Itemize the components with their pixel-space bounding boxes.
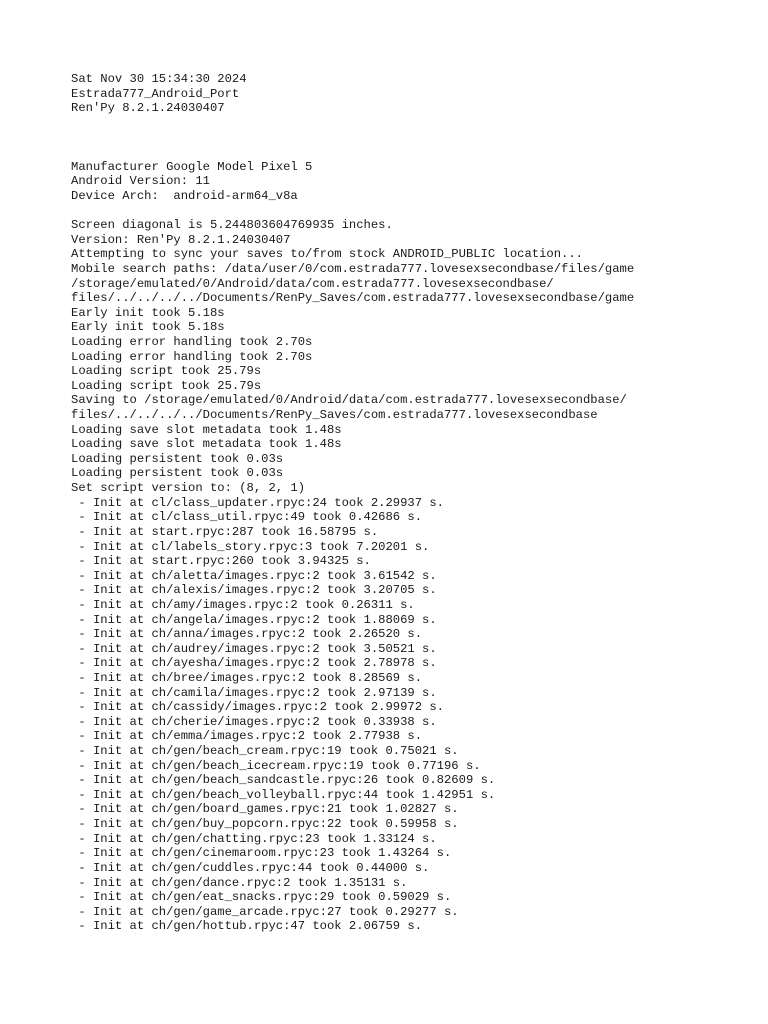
log-line: - Init at start.rpyc:260 took 3.94325 s. <box>71 554 371 569</box>
log-line: - Init at ch/gen/cinemaroom.rpyc:23 took 1.43264 s. <box>71 846 452 861</box>
log-line: Version: Ren'Py 8.2.1.24030407 <box>71 232 291 247</box>
log-line: Early init took 5.18s <box>71 305 225 320</box>
log-line: Early init took 5.18s <box>71 320 225 335</box>
log-line: - Init at ch/gen/beach_cream.rpyc:19 took 0.75021 s. <box>71 744 459 759</box>
log-line: Saving to /storage/emulated/0/Android/data/com.estrada777.lovesexsecondbase/ <box>71 393 627 408</box>
header-line: Sat Nov 30 15:34:30 2024 <box>71 72 247 86</box>
log-line: - Init at ch/gen/game_arcade.rpyc:27 took 0.29277 s. <box>71 904 459 919</box>
log-line: Screen diagonal is 5.244803604769935 inches. <box>71 218 393 233</box>
log-line: - Init at ch/gen/buy_popcorn.rpyc:22 took 0.59958 s. <box>71 817 459 832</box>
log-line: - Init at ch/gen/cuddles.rpyc:44 took 0.44000 s. <box>71 860 430 875</box>
log-line: - Init at ch/emma/images.rpyc:2 took 2.77938 s. <box>71 729 423 744</box>
log-line: Attempting to sync your saves to/from stock ANDROID_PUBLIC location... <box>71 247 583 262</box>
log-line: files/../../../../Documents/RenPy_Saves/com.estrada777.lovesexsecondbase/game <box>71 291 635 306</box>
log-line: - Init at ch/gen/beach_icecream.rpyc:19 took 0.77196 s. <box>71 758 481 773</box>
log-line: - Init at ch/ayesha/images.rpyc:2 took 2.78978 s. <box>71 656 437 671</box>
spacer <box>71 116 761 131</box>
device-line: Android Version: 11 <box>71 174 210 189</box>
device-line: Manufacturer Google Model Pixel 5 <box>71 159 313 174</box>
log-line: - Init at ch/bree/images.rpyc:2 took 8.28569 s. <box>71 670 423 685</box>
log-body <box>71 218 761 934</box>
log-document <box>71 72 761 934</box>
log-line: - Init at ch/gen/chatting.rpyc:23 took 1.33124 s. <box>71 831 437 846</box>
log-line: Loading persistent took 0.03s <box>71 466 284 481</box>
log-line: - Init at ch/cassidy/images.rpyc:2 took 2.99972 s. <box>71 700 444 715</box>
log-line: - Init at ch/audrey/images.rpyc:2 took 3.50521 s. <box>71 641 437 656</box>
log-line: - Init at ch/cherie/images.rpyc:2 took 0.33938 s. <box>71 714 437 729</box>
log-line: files/../../../../Documents/RenPy_Saves/com.estrada777.lovesexsecondbase <box>71 408 598 423</box>
log-header <box>71 72 761 116</box>
log-line: - Init at cl/class_util.rpyc:49 took 0.42686 s. <box>71 510 423 525</box>
log-line: Loading error handling took 2.70s <box>71 334 313 349</box>
log-line: Loading script took 25.79s <box>71 378 262 393</box>
spacer <box>71 203 761 218</box>
log-line: - Init at ch/gen/board_games.rpyc:21 took 1.02827 s. <box>71 802 459 817</box>
spacer <box>71 130 761 145</box>
header-line: Ren'Py 8.2.1.24030407 <box>71 101 225 116</box>
log-line: - Init at ch/alexis/images.rpyc:2 took 3.20705 s. <box>71 583 437 598</box>
device-info <box>71 160 761 204</box>
log-line: - Init at ch/anna/images.rpyc:2 took 2.26520 s. <box>71 627 423 642</box>
log-line: - Init at cl/labels_story.rpyc:3 took 7.20201 s. <box>71 539 430 554</box>
log-line: Loading script took 25.79s <box>71 364 262 379</box>
log-line: - Init at ch/gen/beach_sandcastle.rpyc:26 took 0.82609 s. <box>71 773 496 788</box>
log-line: - Init at start.rpyc:287 took 16.58795 s. <box>71 524 379 539</box>
log-line: Mobile search paths: /data/user/0/com.estrada777.lovesexsecondbase/files/game <box>71 261 635 276</box>
log-line: - Init at ch/aletta/images.rpyc:2 took 3.61542 s. <box>71 568 437 583</box>
log-line: - Init at ch/camila/images.rpyc:2 took 2.97139 s. <box>71 685 437 700</box>
log-line: Loading error handling took 2.70s <box>71 349 313 364</box>
log-line: /storage/emulated/0/Android/data/com.estrada777.lovesexsecondbase/ <box>71 276 554 291</box>
log-line: Loading save slot metadata took 1.48s <box>71 422 342 437</box>
device-line: Device Arch: android-arm64_v8a <box>71 188 298 203</box>
log-line: - Init at ch/gen/beach_volleyball.rpyc:44 took 1.42951 s. <box>71 787 496 802</box>
log-line: Set script version to: (8, 2, 1) <box>71 481 306 496</box>
log-line: - Init at ch/gen/dance.rpyc:2 took 1.35131 s. <box>71 875 408 890</box>
log-line: - Init at ch/gen/eat_snacks.rpyc:29 took 0.59029 s. <box>71 890 452 905</box>
log-line: - Init at cl/class_updater.rpyc:24 took 2.29937 s. <box>71 495 444 510</box>
log-line: Loading save slot metadata took 1.48s <box>71 437 342 452</box>
log-line: Loading persistent took 0.03s <box>71 451 284 466</box>
log-line: - Init at ch/amy/images.rpyc:2 took 0.26311 s. <box>71 597 415 612</box>
header-line: Estrada777_Android_Port <box>71 86 240 101</box>
spacer <box>71 145 761 160</box>
log-line: - Init at ch/angela/images.rpyc:2 took 1.88069 s. <box>71 612 437 627</box>
log-line: - Init at ch/gen/hottub.rpyc:47 took 2.06759 s. <box>71 919 423 934</box>
